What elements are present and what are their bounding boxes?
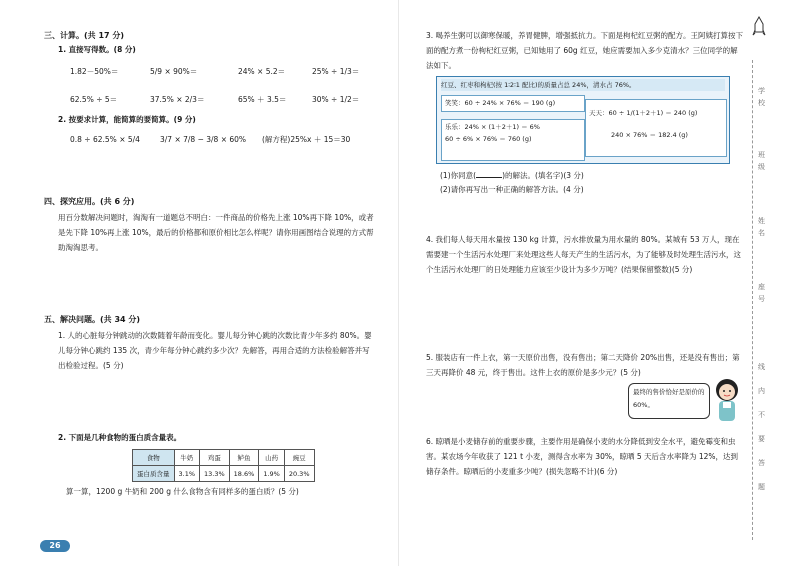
solution-line: 天天：60 ÷ 1/(1＋2＋1) ＝ 240 (g) xyxy=(589,109,698,117)
problem-6-text: 6. 晾晒是小麦储存前的重要步骤，主要作用是确保小麦的水分降低到安全水平，避免霉变和虫害。某农场今年收获了 121 t 小麦，测得含水率为 30%，晾晒 5 天后含水率降为 12%，达到储存条件。晾晒后的小麦重多少吨？(损失忽略不计)(6 分) xyxy=(426,437,739,476)
section-3-title: 三、计算。(共 17 分) xyxy=(44,31,125,40)
answer-blank[interactable] xyxy=(476,177,502,178)
margin-char: 不 xyxy=(758,411,765,419)
problem-5-text: 5. 服装店有一件上衣，第一天原价出售，没有售出；第二天降价 20%出售，还是没有售出；第三天再降价 48 元，终于售出。这件上衣的原价是多少元？(5 分) xyxy=(426,353,740,377)
margin-char: 线 xyxy=(758,363,765,371)
problem-2-question: 算一算，1200 g 牛奶和 200 g 什么食物含有同样多的蛋白质？(5 分) xyxy=(66,487,299,496)
table-cell: 鸡蛋 xyxy=(200,450,230,466)
table-cell: 牛奶 xyxy=(174,450,200,466)
margin-char: 号 xyxy=(758,295,765,303)
margin-char: 座 xyxy=(758,283,765,291)
table-cell: 20.3% xyxy=(284,466,314,482)
margin-char: 班 xyxy=(758,151,765,159)
problem-1-text: 1. 人的心脏每分钟跳动的次数随着年龄而变化。婴儿每分钟心跳的次数比青少年多约 80%。婴儿每分钟心跳约 135 次，青少年每分钟心跳约多少次？先解答，再用合适的方法检验解答并写出检验过程。(5 分) xyxy=(58,331,372,370)
q2-item: 3/7 × 7/8 − 3/8 × 60% xyxy=(160,135,247,144)
page-divider xyxy=(398,0,399,566)
solution-line: 240 × 76% ＝ 182.4 (g) xyxy=(611,131,688,139)
table-cell: 13.3% xyxy=(200,466,230,482)
solution-lele xyxy=(441,119,585,161)
table-cell: 1.9% xyxy=(259,466,285,482)
table-header-row xyxy=(133,450,315,466)
page-number: 26 xyxy=(49,541,61,550)
solution-tiantian xyxy=(585,99,727,157)
problem-3-sub-2: (2)请你再写出一种正确的解答方法。(4 分) xyxy=(440,185,584,194)
margin-char: 内 xyxy=(758,387,765,395)
section-5-title: 五、解决问题。(共 34 分) xyxy=(44,315,141,324)
solution-line: 乐乐：24% × (1＋2＋1) ＝ 6% xyxy=(445,123,540,131)
speech-bubble xyxy=(628,383,710,419)
girl-illustration-icon xyxy=(710,376,744,426)
table-cell: 豌豆 xyxy=(284,450,314,466)
binding-line xyxy=(752,60,753,540)
table-cell: 蛋白质含量 xyxy=(133,466,175,482)
q1-item: 25% ÷ 1/3＝ xyxy=(312,67,360,76)
rocket-icon xyxy=(752,16,766,40)
q1-item: 30% ÷ 1/2＝ xyxy=(312,95,360,104)
table-row xyxy=(133,466,315,482)
problem-4-text: 4. 我们每人每天用水量按 130 kg 计算，污水排放量为用水量的 80%。某城有 53 万人，现在需要建一个生活污水处理厂来处理这些人每天产生的生活污水，为了能够及时处理生活污水，这个生活污水处理厂的日处理能力应该至少设计为多少万吨？(结果保留整数)(5 分) xyxy=(426,235,741,274)
table-cell: 食物 xyxy=(133,450,175,466)
margin-char: 题 xyxy=(758,483,765,491)
table-cell: 山药 xyxy=(259,450,285,466)
page-number-badge xyxy=(40,540,70,552)
q2-item: (解方程)25%x ＋ 15＝30 xyxy=(262,135,351,144)
q1-item: 62.5% ÷ 5＝ xyxy=(70,95,118,104)
sub-1-text-a: (1)你同意( xyxy=(440,171,477,180)
margin-char: 答 xyxy=(758,459,765,467)
sub-1-text-b: )的解法。(填名字)(3 分) xyxy=(502,171,584,180)
problem-2-title: 2. 下面是几种食物的蛋白质含量表。 xyxy=(58,433,182,442)
q1-item: 37.5% × 2/3＝ xyxy=(150,95,205,104)
speech-bubble-text: 最终的售价恰好是原价的 60%。 xyxy=(633,388,705,409)
q2-item: 0.8 ÷ 62.5% × 5/4 xyxy=(70,135,140,144)
section-4-text: 用百分数解决问题时，淘淘有一道题总不明白：一件商品的价格先上涨 10%再下降 10%，或者是先下降 10%再上涨 10%，最后的价格都和原价相比怎么样呢？请你用画图结合说理的方式帮助淘淘思考。 xyxy=(58,213,374,252)
q1-item: 65% ＋ 3.5＝ xyxy=(238,95,287,104)
problem-3-text: 3. 喝养生粥可以御寒保暖，养胃健脾，增强抵抗力。下面是枸杞红豆粥的配方。王阿姨打算按下面的配方煮一份枸杞红豆粥，已知她用了 60g 红豆，她应需要加入多少克清水？三位同学的解法如下。 xyxy=(426,31,744,70)
protein-table xyxy=(132,449,315,482)
solution-line: 60 ÷ 6% × 76% ＝ 760 (g) xyxy=(445,135,532,143)
solutions-header: 红豆、红枣和枸杞(按 1∶2∶1 配比)的质量占总 24%，清水占 76%。 xyxy=(441,79,725,91)
table-cell: 18.6% xyxy=(229,466,259,482)
problem-3-sub-1 xyxy=(440,170,584,182)
margin-char: 校 xyxy=(758,99,765,107)
q1-item: 1.82－50%＝ xyxy=(70,67,119,76)
q2-title: 2. 按要求计算，能简算的要简算。(9 分) xyxy=(58,115,196,124)
margin-char: 要 xyxy=(758,435,765,443)
margin-char: 学 xyxy=(758,87,765,95)
q1-item: 24% × 5.2＝ xyxy=(238,67,286,76)
margin-char: 名 xyxy=(758,229,765,237)
margin-char: 级 xyxy=(758,163,765,171)
solution-line: 笑笑：60 ÷ 24% × 76% ＝ 190 (g) xyxy=(445,99,556,107)
section-4-title: 四、探究应用。(共 6 分) xyxy=(44,197,135,206)
q1-item: 5/9 × 90%＝ xyxy=(150,67,198,76)
margin-char: 姓 xyxy=(758,217,765,225)
q1-title: 1. 直接写得数。(8 分) xyxy=(58,45,136,54)
solution-xiaoxiao xyxy=(441,95,585,112)
table-cell: 鲈鱼 xyxy=(229,450,259,466)
solutions-box xyxy=(436,76,730,164)
table-cell: 3.1% xyxy=(174,466,200,482)
